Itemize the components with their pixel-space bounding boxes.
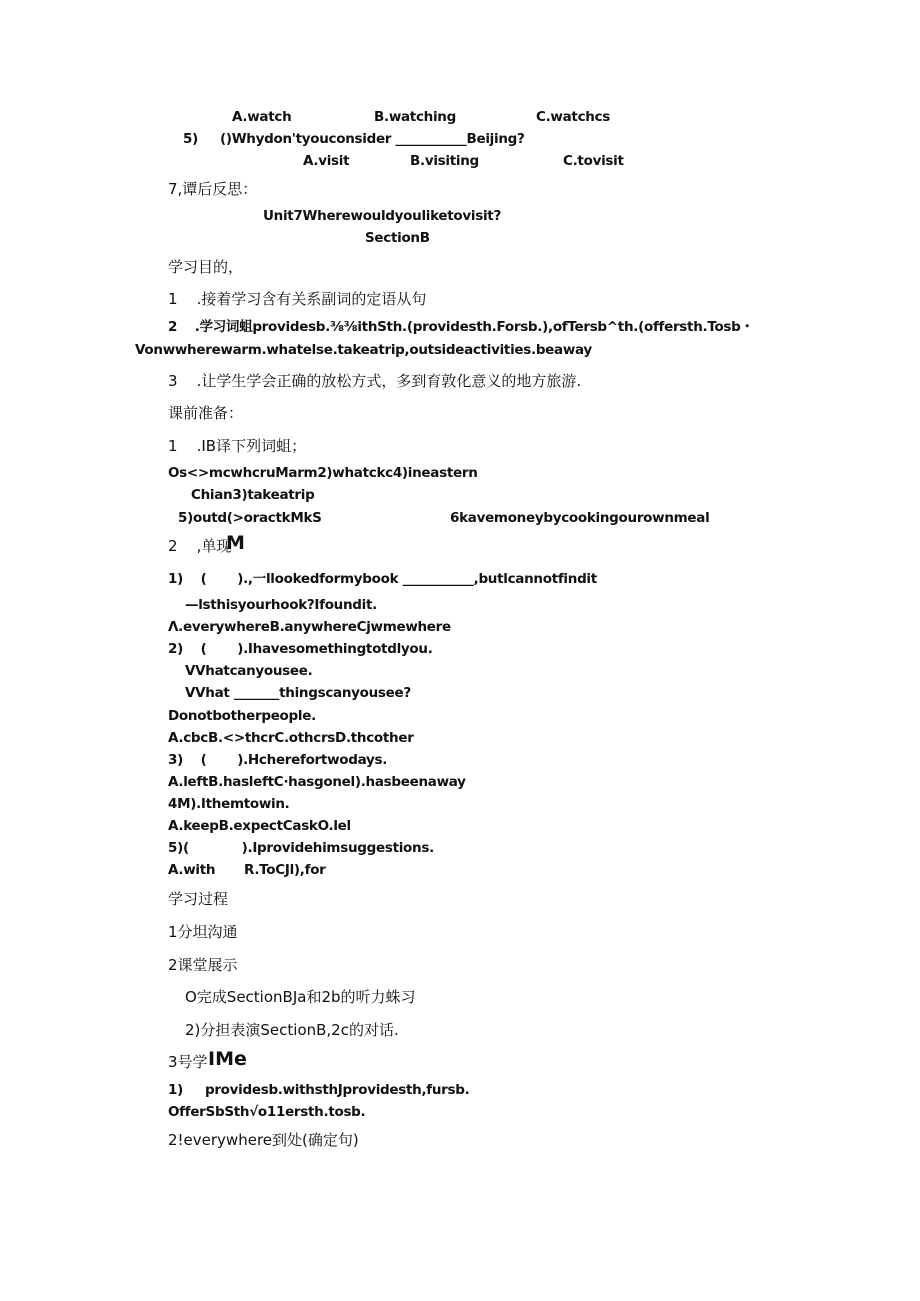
choice-q2: 2) ( ).Ihavesomethingtotdlyou.: [168, 641, 433, 657]
process-step-2-task-2: 2)分担表演SectionB,2c的对话.: [185, 1021, 399, 1039]
process-step-2: 2课堂展示: [168, 956, 238, 974]
goal-2: 2 .学习词蛆providesb.⅜⅜ithSth.(providesth.Forsb.),ofTersb^th.(offersth.Tosb・: [168, 319, 754, 335]
unit-title: Unit7Wherewouldyouliketovisit?: [263, 208, 501, 224]
choice-q2-line-3: VVhat _______thingscanyousee?: [185, 685, 411, 701]
phrase-5: 5)outd(>oractkMkS: [178, 510, 322, 526]
choice-q2-line-4: Donotbotherpeople.: [168, 708, 316, 724]
goal-3: 3 .让学生学会正确的放松方式，多到育敦化意义的地方旅游.: [168, 372, 582, 390]
learning-goals-heading: 学习目的，: [168, 258, 244, 276]
choice-q1-reply: —lsthisyourhook?Ifoundit.: [185, 597, 377, 613]
phrase-line-2: Chian3)takeatrip: [191, 487, 315, 503]
choice-q2-options: A.cbcB.<>thcrC.othcrsD.thcother: [168, 730, 414, 746]
choice-q2-line-2: VVhatcanyousee.: [185, 663, 313, 679]
process-step-3: 3号学: [168, 1053, 208, 1071]
note-1-continued: OfferSbSth√o11ersth.tosb.: [168, 1104, 366, 1120]
option-a-visit: A.visit: [303, 153, 350, 169]
process-step-2-task-1: O完成SectionBJa和2b的听力蛛习: [185, 988, 416, 1006]
choice-q1: 1) ( ).,一llookedformybook ___________,butlcannotfindit: [168, 571, 597, 587]
process-heading: 学习过程: [168, 890, 229, 908]
preparation-heading: 课前准备：: [168, 404, 244, 422]
option-b-watching: B.watching: [374, 109, 456, 125]
note-2: 2!everywhere到处(确定句): [168, 1131, 359, 1149]
choice-q4-options: A.keepB.expectCaskO.lel: [168, 818, 351, 834]
process-step-3-mark: IMe: [208, 1048, 247, 1070]
process-step-1: 1分坦沟通: [168, 923, 238, 941]
choice-q5-option-a: A.with: [168, 862, 216, 878]
option-c-watches: C.watchcs: [536, 109, 611, 125]
phrase-line-1: Os<>mcwhcruMarm2)whatckc4)ineastern: [168, 465, 478, 481]
prep-2-choice: 2 ,单现: [168, 537, 232, 555]
prep-2-choice-mark: M: [226, 532, 245, 554]
choice-q3-options: A.leftB.hasleftC∙hasgonel).hasbeenaway: [168, 774, 466, 790]
question-5-consider: 5) ()Whydon'tyouconsider ___________Beijing?: [183, 131, 525, 147]
section-title: SectionB: [365, 230, 430, 246]
goal-1: 1 .接着学习含有关系副词的定语从句: [168, 290, 427, 308]
choice-q4: 4M).Ithemtowin.: [168, 796, 290, 812]
choice-q5: 5)( ).Iprovidehimsuggestions.: [168, 840, 434, 856]
prep-1-translate: 1 .IB译下列词蛆；: [168, 437, 307, 455]
option-a-watch: A.watch: [232, 109, 292, 125]
goal-2-continued: Vonwwherewarm.whatelse.takeatrip,outsideactivities.beaway: [135, 342, 592, 358]
option-b-visiting: B.visiting: [410, 153, 479, 169]
choice-q3: 3) ( ).Hcherefortwodays.: [168, 752, 388, 768]
choice-q5-options-rest: R.ToCJl),for: [244, 862, 326, 878]
choice-q1-options: Λ.everywhereB.anywhereCjwmewhere: [168, 619, 451, 635]
phrase-6: 6kavemoneybycookingourownmeal: [450, 510, 710, 526]
reflection-heading: 7,谭后反思：: [168, 180, 258, 198]
option-c-tovisit: C.tovisit: [563, 153, 624, 169]
note-1: 1) providesb.withsthJprovidesth,fursb.: [168, 1082, 470, 1098]
